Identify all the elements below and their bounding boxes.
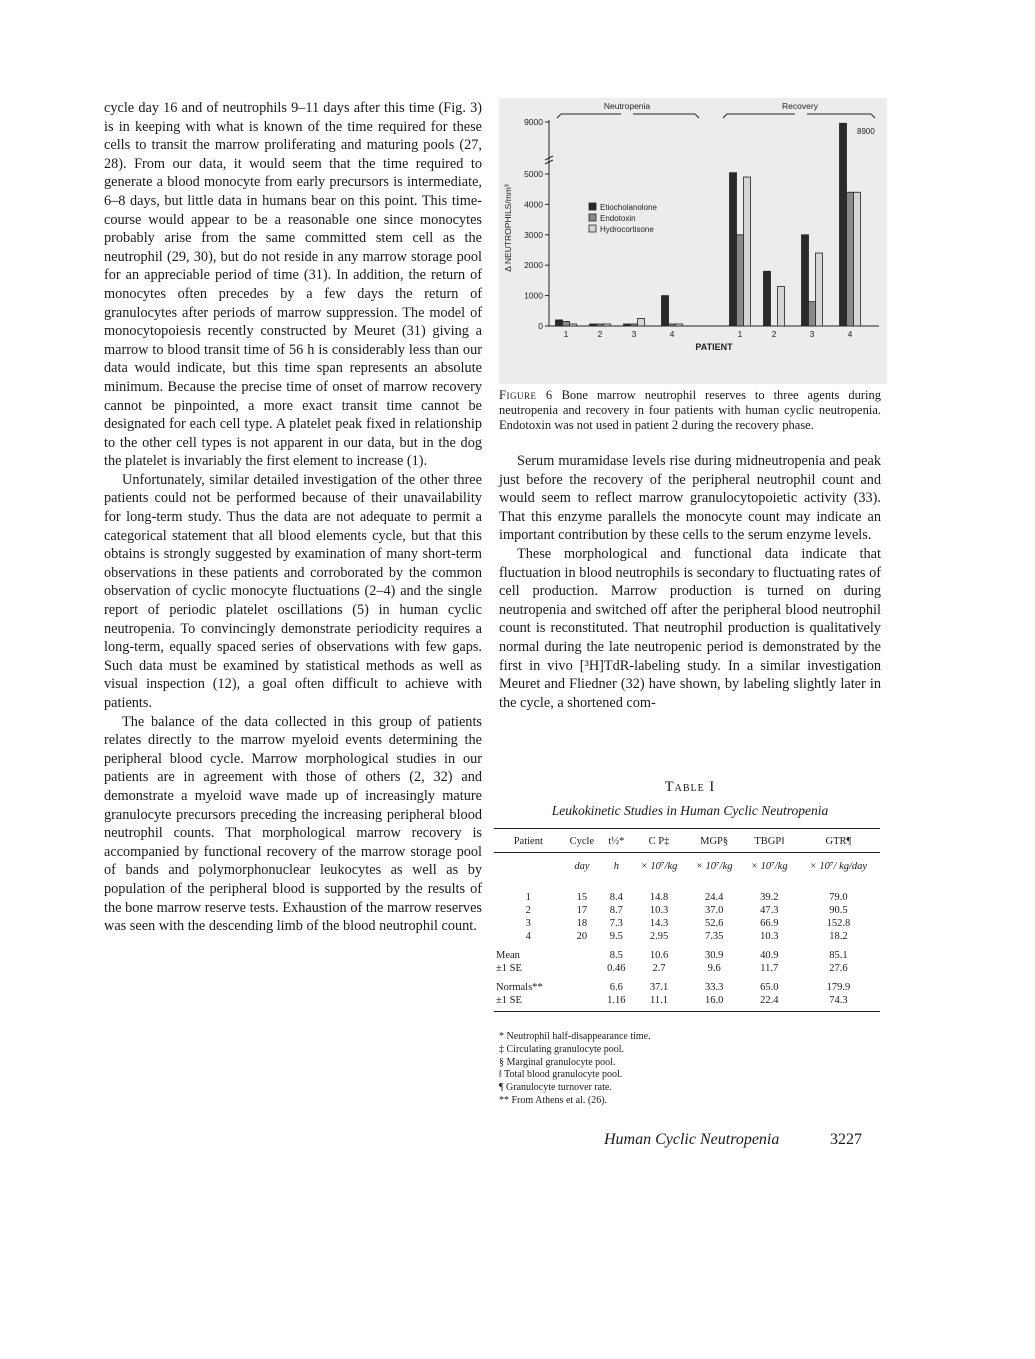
bar-endotoxin [809,302,816,326]
table-row [494,904,880,917]
table-row [494,962,880,975]
unit-cell [494,853,563,892]
table-cell: 10.3 [649,905,669,916]
bar-hydrocortisone [676,324,683,326]
table-cell: 18.2 [829,931,848,942]
y-tick-label: 9000 [524,117,543,127]
table-cell: 15 [576,892,588,903]
table-row [494,975,880,994]
table-cell: 8.5 [609,950,623,961]
footnote: § Marginal granulocyte pool. [499,1056,616,1068]
footnote: ¶ Granulocyte turnover rate. [499,1082,612,1094]
table-cell: 9.5 [609,931,623,942]
table-cell: 37.0 [704,905,724,916]
legend-swatch [589,214,596,221]
legend-swatch [589,203,596,210]
y-tick-label: 0 [538,321,543,331]
legend-entry-endotoxin: Endotoxin [600,214,636,223]
table-cell: 152.8 [826,918,851,929]
y-axis-label: Δ NEUTROPHILS/mm³ [503,184,513,272]
table-cell: 65.0 [760,982,779,993]
table-cell: 2 [525,905,531,916]
unit-cell: × 10⁷/kg [695,861,733,872]
x-tick-label: 4 [847,329,853,339]
table-cell: 16.0 [687,994,742,1012]
table-cell: 2.7 [652,963,666,974]
legend-entry-hydrocortisone: Hydrocortisone [600,225,654,234]
legend-entry-etiocholanolone: Etiocholanolone [600,203,657,212]
table-cell: 30.9 [704,950,724,961]
bar-etiocholanolone [662,296,669,326]
group-label-recovery: Recovery [782,101,818,111]
table-cell: 11.7 [760,963,779,974]
table-cell: 20 [576,931,588,942]
table-cell: 10.6 [649,950,669,961]
table-cell [563,943,602,962]
table-cell: 4 [525,931,531,942]
x-tick-label: 4 [669,329,675,339]
bar-etiocholanolone [840,123,847,326]
bar-hydrocortisone [638,318,645,326]
table-cell: 66.9 [760,918,779,929]
table-cell: ±1 SE [496,963,522,974]
table-cell: 3 [525,918,531,929]
table-cell: ±1 SE [494,994,563,1012]
table-cell: 52.6 [704,918,724,929]
bar-etiocholanolone [764,271,771,326]
bar-hydrocortisone [570,324,577,326]
table-cell: 179.9 [826,982,851,993]
bar-etiocholanolone [590,324,597,326]
table-title: Table I [664,779,716,795]
column-header: TBGP‖ [742,829,797,853]
figure-label: Figure 6 [499,388,553,402]
table-row [494,891,880,904]
footnote: ‡ Circulating granulocyte pool. [499,1043,624,1055]
column-header: Cycle [563,829,602,853]
page-number: 3227 [830,1131,862,1148]
column-header: t½* [601,829,631,853]
table-cell: 14.3 [649,918,669,929]
unit-cell: × 10⁷/ kg/day [809,861,868,872]
figure-6-chart [499,98,887,384]
paragraph: Unfortunately, similar detailed investigation of the other three patients could not be performed because of their unavailability for long-term study. Thus the data are not adequate to permit a categorical statement that all blood elements cycle, but that this obtains is strongly suggested by examination of many short-term observations in these patients and corroborated by the common observation of cyclic monocyte fluctuations (2–4) and the single report of periodic platelet oscillations (5) in human cyclic neutropenia. To convincingly demonstrate periodicity requires a long-term, equally spaced series of observations with few gaps. Such data must be examined by statistical methods as well as visual inspection (12), a goal often difficult to achieve with patients. [104,471,482,711]
figure-caption [499,388,881,433]
table-cell: 8.7 [609,905,623,916]
table-cell: 24.4 [704,892,724,903]
table-cell: 18 [576,918,588,929]
x-tick-label: 3 [809,329,815,339]
bar-annotation-8900: 8900 [857,127,875,136]
table-cell: 22.4 [742,994,797,1012]
footnote: * Neutrophil half-disappearance time. [499,1031,651,1042]
table-row [494,930,880,943]
table-cell: 40.9 [760,950,779,961]
bar-etiocholanolone [730,173,737,326]
bar-hydrocortisone [604,324,611,326]
table-cell [563,975,602,994]
table-cell: 17 [576,905,588,916]
table-cell: 9.6 [707,963,721,974]
unit-cell: × 10⁷/kg [750,861,788,872]
table-caption: Leukokinetic Studies in Human Cyclic Neutropenia [551,803,829,818]
legend-swatch [589,225,596,232]
figure-caption-text: Bone marrow neutrophil reserves to three agents during neutropenia and recovery in four patients with human cyclic neutropenia. Endotoxin was not used in patient 2 during the recovery phase. [499,388,881,432]
bar-etiocholanolone [802,235,809,326]
table-cell: Mean [496,950,520,961]
table-footnotes [499,1031,881,1108]
table-header-row [494,829,880,853]
y-tick-label: 3000 [524,229,543,240]
bar-etiocholanolone [624,324,631,326]
unit-cell: h [613,861,619,872]
table-cell: 1 [525,892,531,903]
table-cell: 10.3 [760,931,779,942]
unit-cell: × 10⁷/kg [640,861,678,872]
table-cell: 90.5 [829,905,848,916]
y-tick-label: 4000 [524,199,543,210]
x-axis-label: PATIENT [695,342,733,352]
x-tick-label: 1 [563,329,569,339]
y-tick-label: 1000 [524,290,543,301]
running-head: Human Cyclic Neutropenia [604,1131,780,1148]
column-header: MGP§ [687,829,742,853]
y-tick-label: 2000 [524,260,543,271]
units-row [494,853,880,892]
x-tick-label: 1 [737,329,743,339]
table-cell: 39.2 [760,892,779,903]
column-header: GTR¶ [797,829,880,853]
table-cell: 79.0 [829,892,848,903]
bar-endotoxin [847,192,854,326]
unit-cell: day [574,861,590,872]
bar-hydrocortisone [778,286,785,326]
group-label-neutropenia: Neutropenia [603,101,651,111]
leukokinetic-table [494,828,880,1012]
table-cell: 14.8 [649,892,669,903]
table-row [494,994,880,1012]
table-row [494,917,880,930]
paragraph: The balance of the data collected in this group of patients relates directly to the marrow myeloid events determining the peripheral blood cycle. Marrow morphological studies in our patients are in agreement with those of others (2, 32) and demonstrate a myeloid wave made up of increasingly mature granulocyte precursors preceding the increasing peripheral blood neutrophil counts. That morphological marrow recovery is accompanied by functional recovery of the marrow storage pool of bands and polymorphonuclear leukocytes as well as by population of the peripheral blood is supported by the results of the bone marrow reserve tests. Exhaustion of the marrow reserves was seen with the descending limb of the blood neutrophil count. [104,713,482,935]
table-cell: 37.1 [649,982,669,993]
table-cell: 8.4 [609,892,623,903]
table-cell: 0.46 [607,963,626,974]
paragraph: Serum muramidase levels rise during midneutropenia and peak just before the recovery of the peripheral neutrophil count and would seem to reflect marrow granulocytopoietic activity (33). That this enzyme parallels the monocyte count may indicate an important contribution by these cells to the serum enzyme levels. [499,453,881,544]
bar-endotoxin [669,324,676,326]
footnote: ‖ Total blood granulocyte pool. [499,1069,623,1081]
y-tick-label: 5000 [524,169,543,179]
table-cell [563,962,602,975]
table-cell: 1.16 [601,994,631,1012]
column-header: C P‡ [631,829,686,853]
bar-endotoxin [631,324,638,326]
bar-hydrocortisone [744,177,751,326]
x-tick-label: 2 [597,329,603,339]
column-header: Patient [494,829,563,853]
footnote: ** From Athens et al. (26). [499,1094,608,1106]
table-cell: 7.3 [609,918,623,929]
bar-endotoxin [597,324,604,326]
bar-hydrocortisone [816,253,823,326]
bar-endotoxin [563,321,570,326]
table-cell: 11.1 [631,994,686,1012]
table-row [494,943,880,962]
table-cell: 33.3 [704,982,724,993]
x-tick-label: 3 [631,329,637,339]
table-cell: 74.3 [797,994,880,1012]
table-cell [563,994,602,1012]
table-cell: 6.6 [609,982,623,993]
right-column [499,452,881,712]
bar-etiocholanolone [556,320,563,326]
paragraph: These morphological and functional data indicate that fluctuation in blood neutrophils is secondary to fluctuating rates of cell production. Marrow production is turned on during neutropenia and switched off after the peripheral blood neutrophil count is reconstituted. That neutrophil production is qualitatively normal during the late neutropenic period is demonstrated by the first in vivo [³H]TdR-labeling study. In a similar investigation Meuret and Fliedner (32) have shown, by labeling slightly later in the cycle, a shortened com- [499,545,881,711]
table-cell: 7.35 [704,931,724,942]
left-column [104,99,482,936]
table-cell: 85.1 [829,950,848,961]
table-cell: 47.3 [760,905,779,916]
x-tick-label: 2 [771,329,777,339]
paragraph: cycle day 16 and of neutrophils 9–11 days after this time (Fig. 3) is in keeping with what is known of the time required for these cells to transit the marrow proliferating and maturing pools (27, 28). From our data, it would seem that the time required to generate a blood monocyte from early precursors is intermediate, 6–8 days, but little data in humans bear on this point. This time-course would appear to be a reasonable one since monocytes probably arise from the same committed stem cell as the neutrophil (29, 30), but do not reside in any marrow storage pool for an appreciable period of time (31). In addition, the return of monocytes often precedes by a few days the return of granulocytes after periods of marrow suppression. The model of monocytopoiesis recently constructed by Meuret (31) giving a marrow to blood transit time of 56 h is considerably less than our data would indicate, but this time span represents an absolute minimum. Because the precise time of onset of marrow recovery cannot be pinpointed, a more exact transit time cannot be designated for each cell type. A platelet peak fixed in relationship to the other cell types is not apparent in our data, but in the dog the platelet is invariably the first element to increase (1). [104,100,482,470]
table-cell: Normals** [496,982,543,993]
table-cell: 2.95 [649,931,669,942]
bar-hydrocortisone [854,192,861,326]
table-cell: 27.6 [829,963,848,974]
bar-endotoxin [737,235,744,326]
